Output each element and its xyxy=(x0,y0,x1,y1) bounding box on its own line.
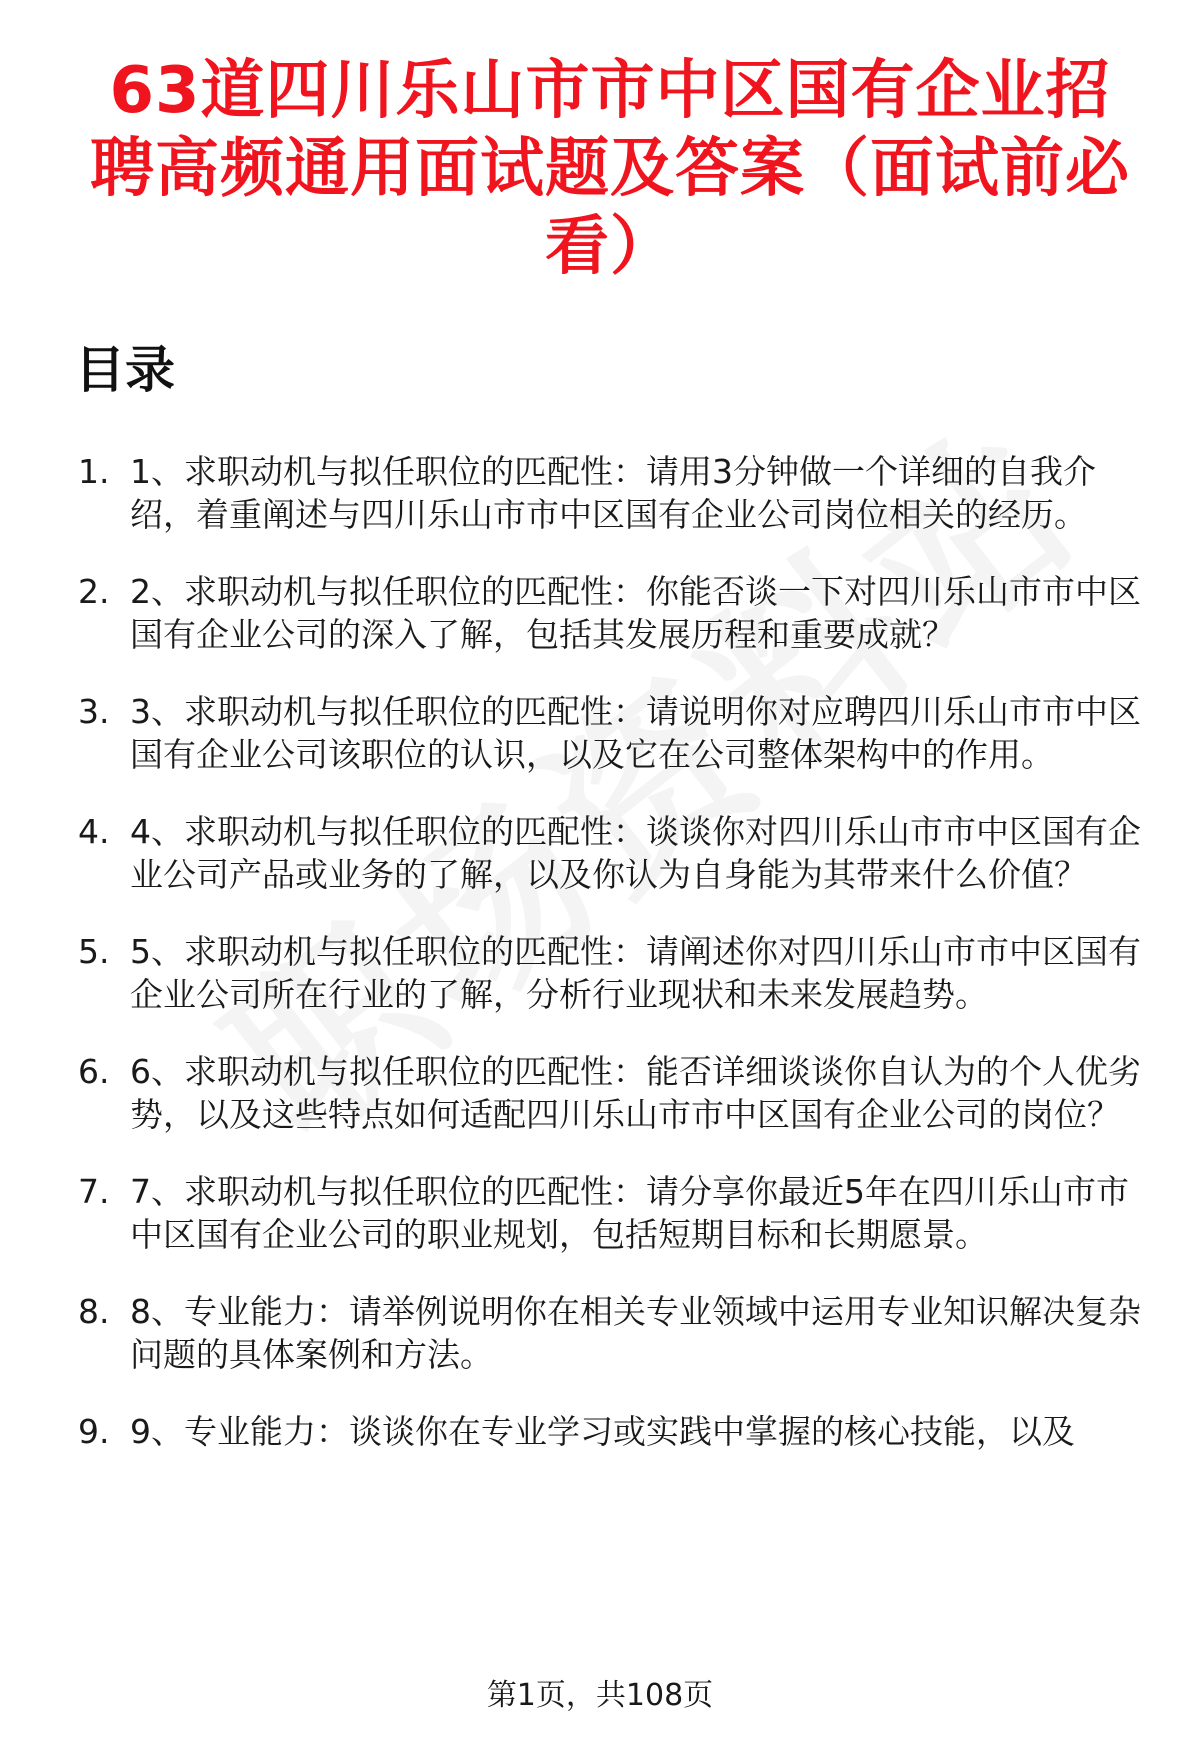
toc-item-text: 5、求职动机与拟任职位的匹配性：请阐述你对四川乐山市市中区国有企业公司所在行业的了解，分析行业现状和未来发展趋势。 xyxy=(130,932,1141,1014)
toc-item[interactable] xyxy=(0,690,1200,776)
toc-item-number: 1. xyxy=(78,452,110,491)
toc-item[interactable] xyxy=(0,930,1200,1016)
toc-item-number: 3. xyxy=(78,692,110,731)
toc-item[interactable] xyxy=(0,450,1200,536)
toc-item-text: 3、求职动机与拟任职位的匹配性：请说明你对应聘四川乐山市市中区国有企业公司该职位的认识，以及它在公司整体架构中的作用。 xyxy=(130,692,1141,774)
toc-item-number: 9. xyxy=(78,1412,110,1451)
toc-item[interactable] xyxy=(0,810,1200,896)
toc-item-text: 1、求职动机与拟任职位的匹配性：请用3分钟做一个详细的自我介绍，着重阐述与四川乐山市市中区国有企业公司岗位相关的经历。 xyxy=(130,452,1096,534)
toc-item-number: 6. xyxy=(78,1052,110,1091)
toc-item-text: 9、专业能力：谈谈你在专业学习或实践中掌握的核心技能，以及 xyxy=(130,1412,1075,1451)
toc-heading: 目录 xyxy=(75,341,175,399)
toc-item-text: 2、求职动机与拟任职位的匹配性：你能否谈一下对四川乐山市市中区国有企业公司的深入了解，包括其发展历程和重要成就？ xyxy=(130,572,1141,654)
toc-item[interactable] xyxy=(0,1050,1200,1136)
toc-item[interactable] xyxy=(0,1410,1200,1453)
toc-item-text: 6、求职动机与拟任职位的匹配性：能否详细谈谈你自认为的个人优劣势，以及这些特点如何适配四川乐山市市中区国有企业公司的岗位？ xyxy=(130,1052,1141,1134)
toc-item-text: 8、专业能力：请举例说明你在相关专业领域中运用专业知识解决复杂问题的具体案例和方法。 xyxy=(130,1292,1141,1374)
toc-item[interactable] xyxy=(0,1170,1200,1256)
toc-item-number: 4. xyxy=(78,812,110,851)
toc-item-number: 5. xyxy=(78,932,110,971)
toc-list xyxy=(0,450,1200,1487)
page-title: 63道四川乐山市市中区国有企业招聘高频通用面试题及答案（面试前必看） xyxy=(90,54,1130,284)
toc-item-number: 7. xyxy=(78,1172,110,1211)
toc-item-text: 4、求职动机与拟任职位的匹配性：谈谈你对四川乐山市市中区国有企业公司产品或业务的了解，以及你认为自身能为其带来什么价值？ xyxy=(130,812,1141,894)
toc-item-text: 7、求职动机与拟任职位的匹配性：请分享你最近5年在四川乐山市市中区国有企业公司的职业规划，包括短期目标和长期愿景。 xyxy=(130,1172,1129,1254)
toc-item-number: 2. xyxy=(78,572,110,611)
toc-item[interactable] xyxy=(0,1290,1200,1376)
toc-item-number: 8. xyxy=(78,1292,110,1331)
toc-item[interactable] xyxy=(0,570,1200,656)
page-footer: 第1页，共108页 xyxy=(486,1678,714,1713)
